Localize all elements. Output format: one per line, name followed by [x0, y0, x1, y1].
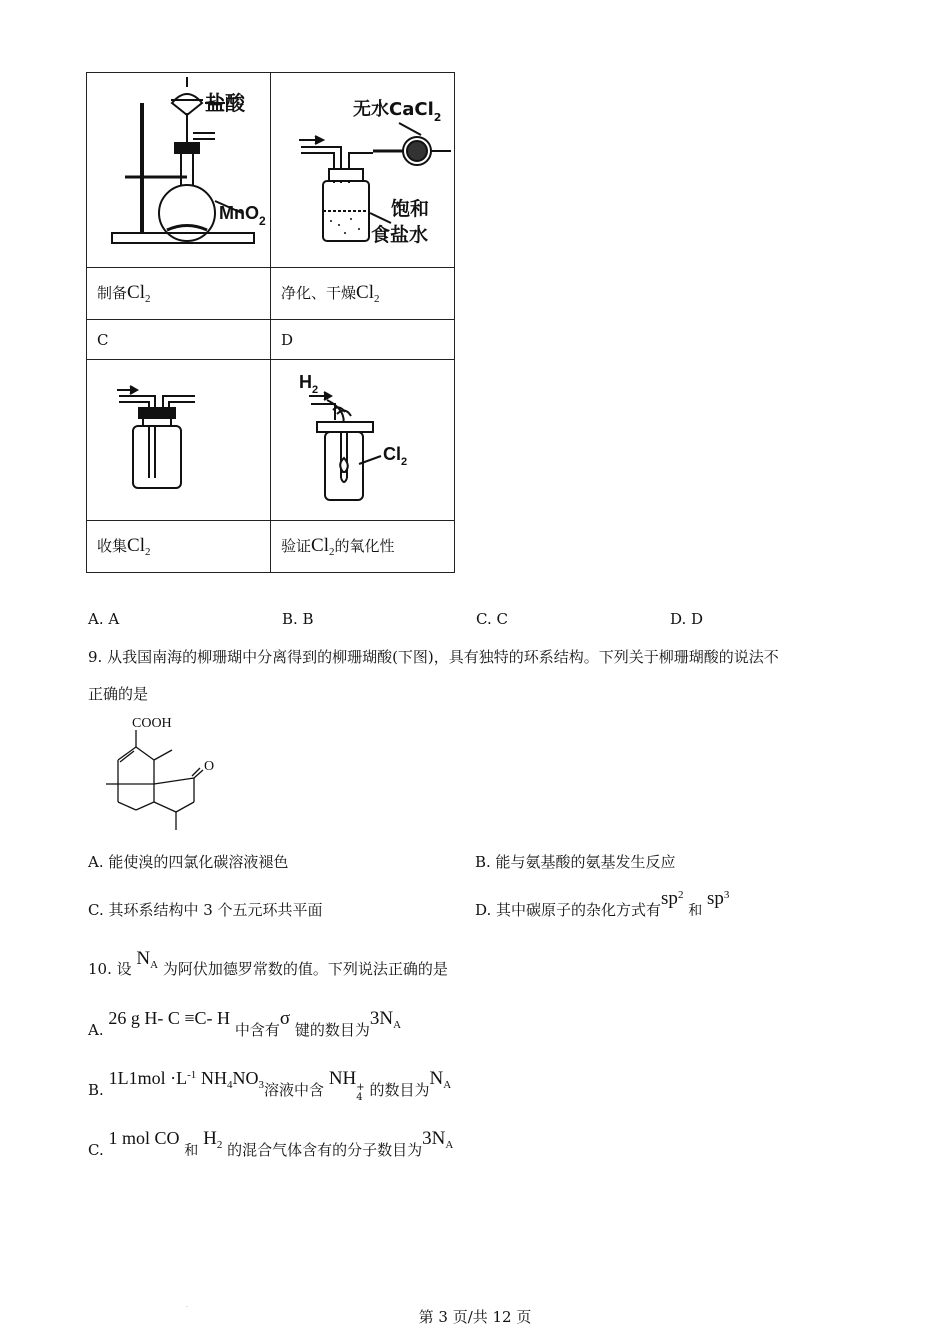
apparatus-table	[86, 72, 455, 573]
apparatus-verify-image	[271, 360, 455, 521]
q9-option-b[interactable]: B. 能与氨基酸的氨基发生反应	[475, 853, 676, 871]
prepare-apparatus-drawing	[87, 73, 270, 263]
saturated-label: 饱和	[391, 198, 430, 220]
caption-collect: 收集$Cl_2$	[87, 521, 271, 573]
collect-apparatus-drawing	[87, 360, 270, 516]
ketone-o-label: O	[204, 759, 215, 774]
apparatus-collect-image	[87, 360, 271, 521]
q9-option-c[interactable]: C. 其环系结构中 3 个五元环共平面	[88, 901, 323, 919]
anhydrous-cacl2-label: 无水CaCl$_2$	[353, 99, 442, 124]
q8-option-a[interactable]: A. A	[88, 610, 120, 628]
q9-option-d[interactable]: D. 其中碳原子的杂化方式有$sp^2$ 和 $sp^3$	[475, 888, 730, 919]
verify-apparatus-drawing	[271, 360, 454, 516]
h2-label: $H_2$	[299, 372, 319, 396]
q10-option-a[interactable]: A. 26 g H- C ≡C- H 中含有σ 键的数目为$3N_A$	[88, 1008, 402, 1039]
q9-structure-diagram	[96, 710, 236, 835]
q10-option-c[interactable]: C. 1 mol CO 和 $H_2$ 的混合气体含有的分子数目为$3N_A$	[88, 1128, 454, 1159]
q9-option-a[interactable]: A. 能使溴的四氯化碳溶液褪色	[88, 853, 289, 871]
row-label-c: C	[87, 320, 271, 360]
q10-stem: 10. 设 $N_A$ 为阿伏加德罗常数的值。下列说法正确的是	[88, 948, 448, 978]
purify-apparatus-drawing	[271, 73, 454, 263]
q8-option-c[interactable]: C. C	[476, 610, 508, 628]
caption-purify: 净化、干燥$Cl_2$	[271, 268, 455, 320]
apparatus-purify-image	[271, 73, 455, 268]
q8-option-b[interactable]: B. B	[282, 610, 314, 628]
cooh-label: COOH	[132, 716, 172, 731]
mno2-label: MnO$_2$	[219, 203, 266, 228]
q9-stem-line1: 9. 从我国南海的柳珊瑚中分离得到的柳珊瑚酸(下图)，具有独特的环系结构。下列关于柳珊瑚酸的说法不	[88, 648, 779, 666]
row-label-d: D	[271, 320, 455, 360]
q10-option-b[interactable]: B. $1L1mol \cdot L^{-1}$ $NH_4NO_3$溶液中含 NH + 4 的数目为$N_A$	[88, 1068, 452, 1103]
stray-dot: ·	[186, 1304, 188, 1311]
caption-verify: 验证$Cl_2$的氧化性	[271, 521, 455, 573]
page-footer: 第 3 页/共 12 页	[418, 1308, 532, 1326]
brine-label: 食盐水	[371, 224, 429, 246]
cl2-label: $Cl_2$	[383, 444, 408, 468]
q9-stem-line2: 正确的是	[88, 685, 149, 703]
caption-prepare: 制备$Cl_2$	[87, 268, 271, 320]
acid-label: 盐酸	[205, 91, 245, 115]
apparatus-prepare-image	[87, 73, 271, 268]
q8-option-d[interactable]: D. D	[670, 610, 704, 628]
